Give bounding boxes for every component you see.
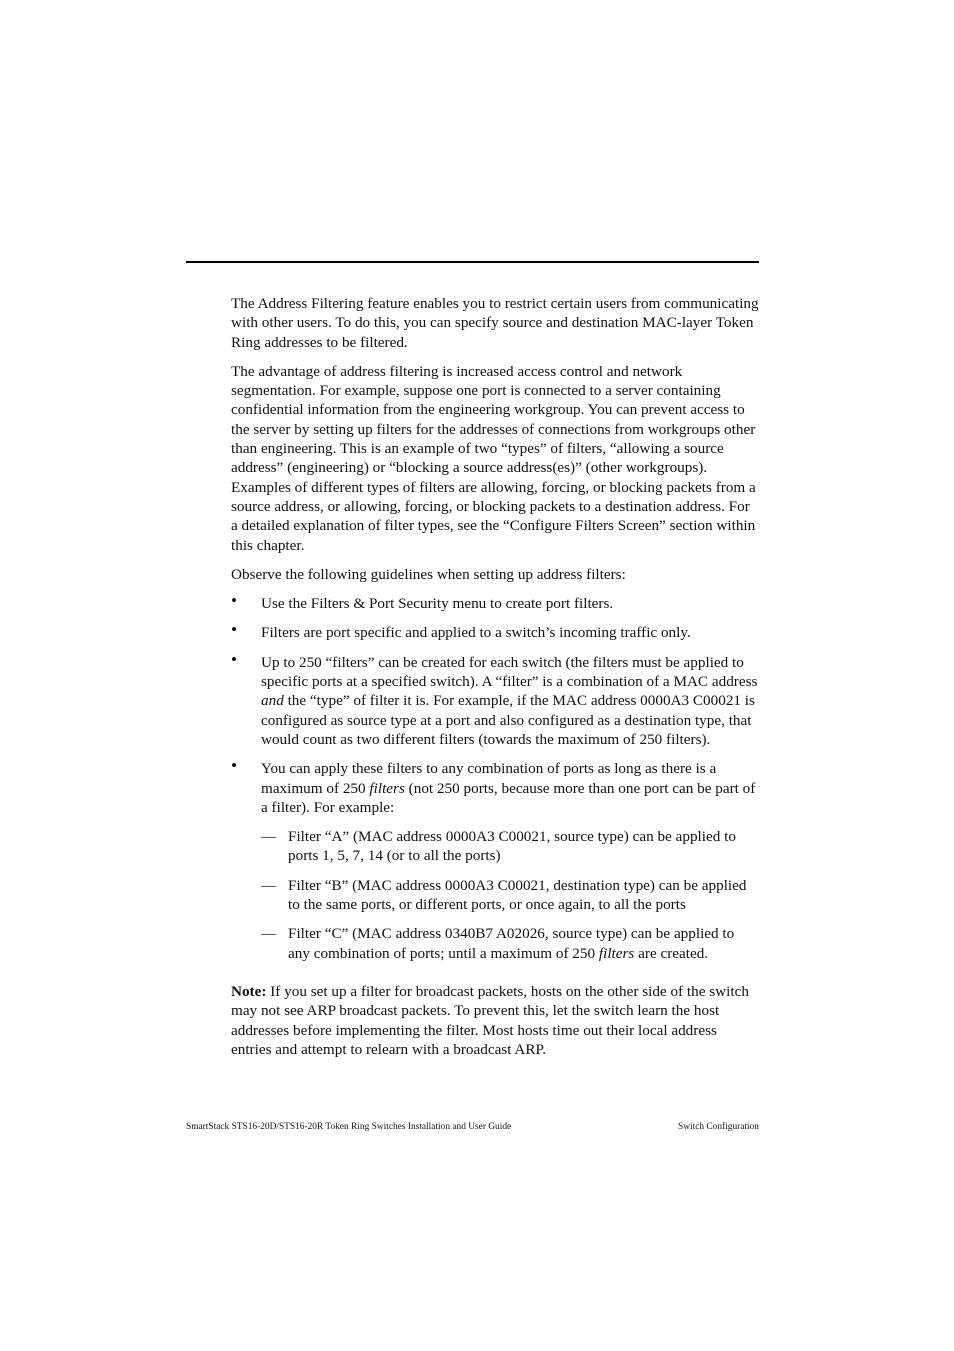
dash-icon: — bbox=[261, 925, 277, 943]
footer-guide-title: SmartStack STS16-20D/STS16-20R Token Ring Switches Installation and User Guide bbox=[186, 1122, 512, 1132]
guideline-text: (not 250 ports, because more than one port can be part of a filter). For example: bbox=[261, 779, 756, 816]
dash-icon: — bbox=[261, 876, 277, 894]
guideline-text: the “type” of filter it is. For example, if the MAC address 0000A3 C00021 is configured as source type at a port and also configured as a destination type, that would count as two different filters (towards the maximum of 250 filters). bbox=[261, 692, 755, 748]
guideline-text: Use the Filters & Port Security menu to create port filters. bbox=[261, 595, 614, 613]
guidelines-intro: Observe the following guidelines when setting up address filters: bbox=[231, 565, 626, 583]
intro-paragraph: The Address Filtering feature enables you to restrict certain users from communicating with other users. To do this, you can specify source and destination MAC-layer Token Ring addresses to be filtered. bbox=[231, 295, 759, 351]
note-label: Note: bbox=[231, 982, 267, 1000]
note-text: If you set up a filter for broadcast packets, hosts on the other side of the switch may not see ARP broadcast packets. To prevent this, let the switch learn the host addresses before implementing the filter. Most hosts time out their local address entries and attempt to relearn with a broadcast ARP. bbox=[231, 982, 749, 1058]
guidelines-list bbox=[231, 591, 759, 963]
emphasis-text: filters bbox=[369, 779, 405, 797]
guideline-text: Up to 250 “filters” can be created for each switch (the filters must be applied to specific ports at a specified switch). A “filter” is a combination of a MAC address bbox=[261, 653, 758, 691]
note-paragraph bbox=[231, 982, 759, 1059]
example-text: Filter “C” (MAC address 0340B7 A02026, source type) can be applied to any combination of ports; until a maximum of 250 bbox=[288, 925, 735, 962]
footer-chapter-title: Switch Configuration bbox=[678, 1122, 759, 1132]
header-rule bbox=[186, 261, 759, 263]
list-item bbox=[231, 620, 759, 642]
bullet-icon: • bbox=[231, 620, 237, 640]
bullet-icon: • bbox=[231, 756, 237, 776]
advantage-paragraph: The advantage of address filtering is increased access control and network segmentation. For example, suppose one port is connected to a server containing confidential information from the engineering workgroup. You can prevent access to the server by setting up filters for the addresses of connections from workgroups other than engineering. This is an example of two “types” of filters, “allowing a source address” (engineering) or “blocking a source address(es)” (other workgroups). Examples of different types of filters are allowing, forcing, or blocking packets from a source address, or allowing, forcing, or blocking packets to a destination address. For a detailed explanation of filter types, see the “Configure Filters Screen” section within this chapter. bbox=[231, 362, 756, 554]
emphasis-text: filters bbox=[598, 944, 635, 962]
emphasis-text: and bbox=[261, 692, 284, 710]
example-text: are created. bbox=[634, 944, 709, 962]
list-item bbox=[231, 591, 759, 613]
list-item bbox=[261, 827, 759, 866]
bullet-icon: • bbox=[231, 591, 237, 611]
list-item bbox=[261, 924, 759, 963]
filter-examples-list bbox=[261, 827, 759, 963]
dash-icon: — bbox=[261, 828, 277, 846]
guideline-text: Filters are port specific and applied to a switch’s incoming traffic only. bbox=[261, 624, 691, 642]
bullet-icon: • bbox=[231, 649, 237, 669]
page-body bbox=[231, 294, 759, 1069]
example-text: Filter “A” (MAC address 0000A3 C00021, source type) can be applied to ports 1, 5, 7, 14 (or to all the ports) bbox=[288, 828, 736, 865]
list-item bbox=[261, 876, 759, 915]
example-text: Filter “B” (MAC address 0000A3 C00021, destination type) can be applied to the same ports, or different ports, or once again, to all the ports bbox=[288, 876, 747, 914]
guideline-text: You can apply these filters to any combination of ports as long as there is a maximum of 250 bbox=[261, 760, 717, 797]
list-item bbox=[231, 756, 759, 963]
list-item bbox=[231, 649, 759, 749]
